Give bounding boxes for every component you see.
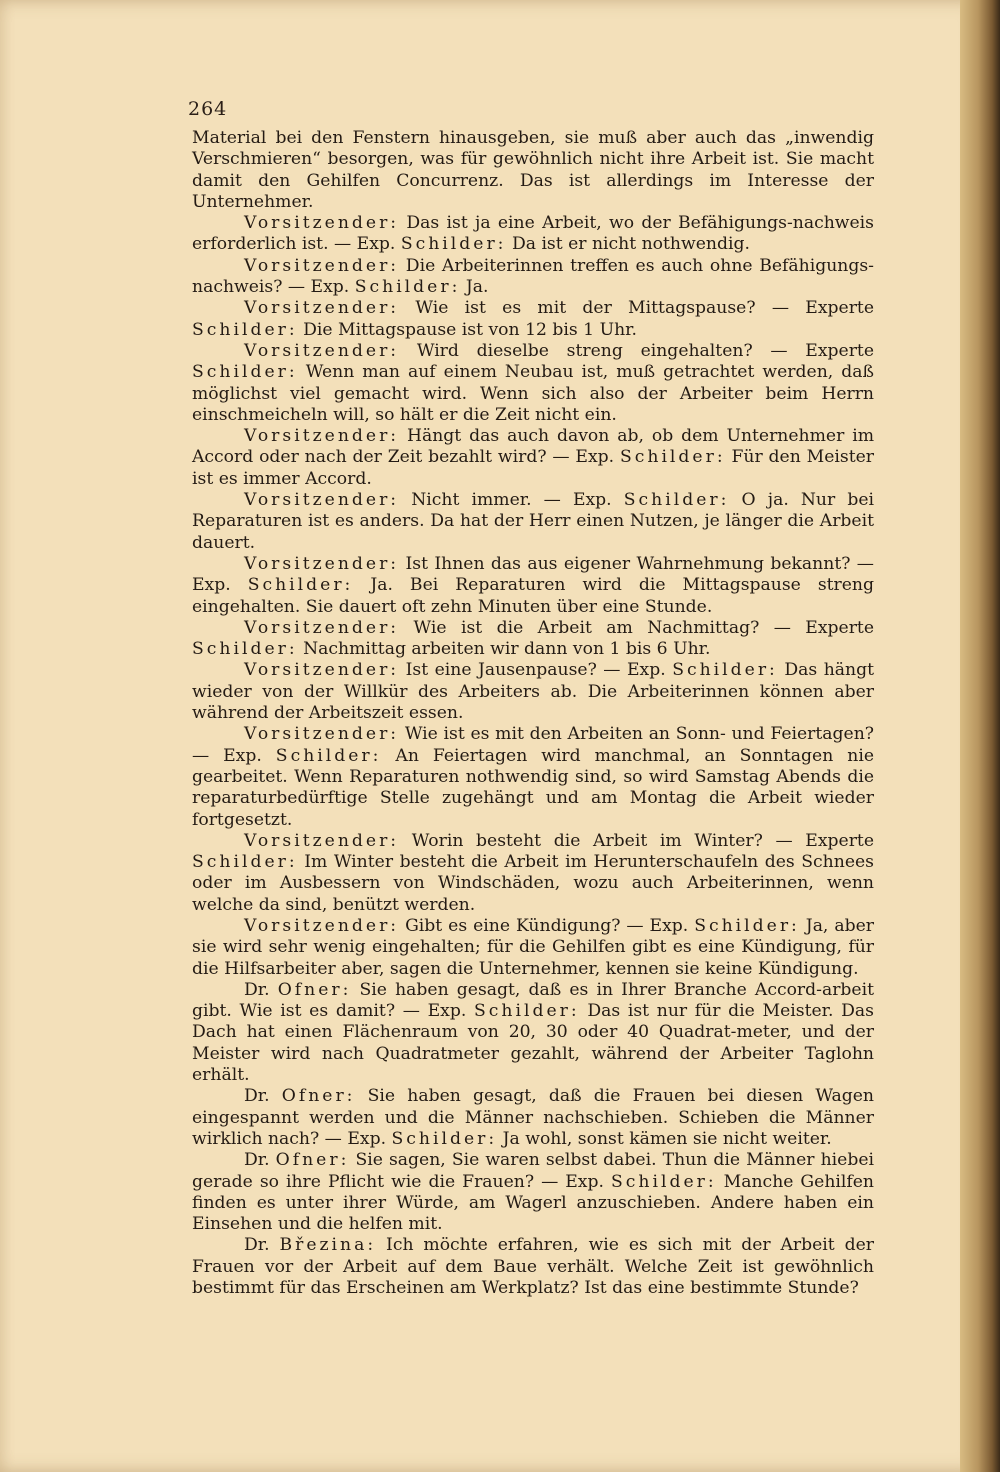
- paragraph-text: Ja, aber sie wird sehr wenig eingehalten; für die Gehilfen gibt es eine Kündigung, für die Hilfsarbeiter aber, sagen die Unternehmer, kennen sie keine Kündigung.: [192, 915, 874, 979]
- paragraph-text: Nicht immer. — Exp.: [399, 490, 624, 511]
- speaker-name: Vorsitzender:: [244, 340, 400, 361]
- book-spine: [960, 0, 1000, 1472]
- paragraph-text: Hängt das auch davon ab, ob dem Unternehmer im Accord oder nach der Zeit bezahlt wird? — Exp.: [192, 426, 874, 468]
- paragraph: [192, 341, 874, 426]
- paragraph: [192, 298, 874, 341]
- speaker-name: Schilder:: [192, 362, 298, 383]
- paragraph-text: Sie haben gesagt, daß die Frauen bei diesen Wagen eingespannt werden und die Männer nachschieben. Schieben die Männer wirklich nach? — Exp.: [192, 1086, 874, 1149]
- speaker-name: Schilder:: [400, 234, 507, 255]
- paragraph: [192, 831, 874, 916]
- speaker-name: Vorsitzender:: [244, 255, 400, 276]
- paragraph-text: Dr.: [244, 1086, 282, 1107]
- speaker-name: Schilder:: [694, 915, 800, 936]
- paragraph-text: Ja.: [460, 277, 489, 298]
- speaker-name: Schilder:: [192, 852, 298, 873]
- paragraph-text: Die Mittagspause ist von 12 bis 1 Uhr.: [297, 319, 637, 340]
- page-number: 264: [188, 98, 228, 120]
- paragraph-text: Das ist ja eine Arbeit, wo der Befähigungs-nachweis erforderlich ist. — Exp.: [192, 213, 874, 255]
- speaker-name: Vorsitzender:: [244, 553, 400, 574]
- paragraph: [192, 1235, 874, 1299]
- paragraph: [192, 1150, 874, 1235]
- speaker-name: Vorsitzender:: [244, 724, 400, 745]
- paragraph: [192, 1086, 874, 1150]
- paragraph-text: O ja. Nur bei Reparaturen ist es anders. Da hat der Herr einen Nutzen, je länger die Arbeit dauert.: [192, 490, 874, 553]
- paragraph-text: Wird dieselbe streng eingehalten? — Experte: [399, 340, 874, 361]
- paragraph-text: Nachmittag arbeiten wir dann von 1 bis 6 Uhr.: [297, 639, 711, 660]
- paragraph-text: Im Winter besteht die Arbeit im Herunterschaufeln des Schnees oder im Ausbessern von Windschäden, wozu auch Arbeiterinnen, wenn welche da sind, benützt werden.: [192, 852, 874, 915]
- speaker-name: Ofner:: [277, 979, 352, 1000]
- speaker-name: Ofner:: [275, 1150, 350, 1171]
- speaker-name: Schilder:: [610, 1171, 717, 1192]
- speaker-name: Ofner:: [281, 1086, 356, 1107]
- paragraph-text: Ja. Bei Reparaturen wird die Mittagspause streng eingehalten. Sie dauert oft zehn Minuten über eine Stunde.: [192, 575, 874, 617]
- paragraph-text: Ist eine Jausenpause? — Exp.: [399, 660, 673, 681]
- speaker-name: Vorsitzender:: [244, 915, 400, 936]
- paragraph-text: Sie haben gesagt, daß es in Ihrer Branche Accord-arbeit gibt. Wie ist es damit? — Exp.: [192, 979, 874, 1022]
- paragraph-text: Gibt es eine Kündigung? — Exp.: [399, 915, 695, 936]
- speaker-name: Schilder:: [619, 447, 726, 468]
- paragraph-text: Die Arbeiterinnen treffen es auch ohne Befähigungs-nachweis? — Exp.: [192, 255, 874, 298]
- speaker-name: Schilder:: [192, 639, 298, 660]
- speaker-name: Schilder:: [354, 277, 461, 298]
- speaker-name: Schilder:: [623, 490, 730, 511]
- paragraph-text: Dr.: [244, 979, 278, 1000]
- paragraph-text: Sie sagen, Sie waren selbst dabei. Thun die Männer hiebei gerade so ihre Pflicht wie die Frauen? — Exp.: [192, 1150, 874, 1192]
- paragraph-text: Ja wohl, sonst kämen sie nicht weiter.: [497, 1128, 832, 1149]
- paragraph-text: Für den Meister ist es immer Accord.: [192, 447, 874, 489]
- paragraph: [192, 660, 874, 724]
- paragraph-text: Manche Gehilfen finden es unter ihrer Würde, am Wagerl anzuschieben. Andere haben ein Einsehen und die helfen mit.: [192, 1171, 875, 1235]
- paragraph-text: Ich möchte erfahren, wie es sich mit der Arbeit der Frauen vor der Arbeit auf dem Baue verhält. Welche Zeit ist gewöhnlich bestimmt für das Erscheinen am Werkplatz? Ist das eine bestimmte Stunde?: [192, 1235, 874, 1299]
- speaker-name: Vorsitzender:: [244, 830, 400, 851]
- speaker-name: Schilder:: [247, 575, 354, 596]
- paragraph-text: An Feiertagen wird manchmal, an Sonntagen nie gearbeitet. Wenn Reparaturen nothwendig sind, so wird Samstag Abends die reparaturbedürftige Stelle zugehängt und am Montag die Arbeit wieder fortgesetzt.: [192, 745, 874, 830]
- paragraph: [192, 916, 874, 980]
- paragraph: [192, 980, 874, 1086]
- speaker-name: Vorsitzender:: [244, 298, 400, 319]
- paragraph-text: Wie ist es mit der Mittagspause? — Experte: [399, 298, 874, 319]
- paragraph-text: Dr.: [244, 1235, 280, 1256]
- speaker-name: Vorsitzender:: [244, 660, 400, 681]
- paragraph-text: Ist Ihnen das aus eigener Wahrnehmung bekannt? — Exp.: [192, 553, 874, 596]
- paragraph-text: Wie ist es mit den Arbeiten an Sonn- und Feiertagen? — Exp.: [192, 724, 874, 766]
- speaker-name: Schilder:: [473, 1001, 580, 1022]
- paragraph-text: Dr.: [244, 1150, 276, 1171]
- paragraph: [192, 256, 874, 299]
- paragraph: [192, 213, 874, 256]
- paragraph: [192, 724, 874, 830]
- paragraph-text: Da ist er nicht nothwendig.: [506, 234, 750, 255]
- speaker-name: Schilder:: [275, 745, 382, 766]
- paragraph-text: Worin besteht die Arbeit im Winter? — Experte: [399, 830, 874, 851]
- speaker-name: Vorsitzender:: [244, 426, 400, 447]
- paragraph-text: Das ist nur für die Meister. Das Dach hat einen Flächenraum von 20, 30 oder 40 Quadrat-meter, und der Meister wird nach Quadratmeter gezahlt, während der Arbeiter Taglohn erhält.: [192, 1001, 874, 1086]
- paragraph: [192, 618, 874, 661]
- speaker-name: Vorsitzender:: [244, 490, 400, 511]
- paragraph-text: Wenn man auf einem Neubau ist, muß getrachtet werden, daß möglichst viel gemacht wird. Wenn sich also der Arbeiter beim Herrn einschmeicheln will, so hält er die Zeit nicht ein.: [192, 362, 874, 425]
- paragraph: [192, 128, 874, 213]
- paragraph-text: Das hängt wieder von der Willkür des Arbeiters ab. Die Arbeiterinnen können aber während der Arbeitszeit essen.: [192, 660, 874, 724]
- speaker-name: Vorsitzender:: [244, 213, 400, 234]
- paragraph-text: Material bei den Fenstern hinausgeben, sie muß aber auch das „inwendig Verschmieren“ besorgen, was für gewöhnlich nicht ihre Arbeit ist. Sie macht damit den Gehilfen Concurrenz. Das ist allerdings im Interesse der Unternehmer.: [192, 128, 874, 212]
- paragraph-text: Wie ist die Arbeit am Nachmittag? — Experte: [399, 617, 874, 638]
- speaker-name: Schilder:: [391, 1128, 498, 1149]
- paragraph: [192, 426, 874, 490]
- paragraph: [192, 490, 874, 554]
- speaker-name: Schilder:: [192, 319, 298, 340]
- speaker-name: Březina:: [279, 1235, 377, 1256]
- speaker-name: Vorsitzender:: [244, 617, 400, 638]
- body-text: [192, 128, 874, 1299]
- paragraph: [192, 554, 874, 618]
- speaker-name: Schilder:: [672, 660, 778, 681]
